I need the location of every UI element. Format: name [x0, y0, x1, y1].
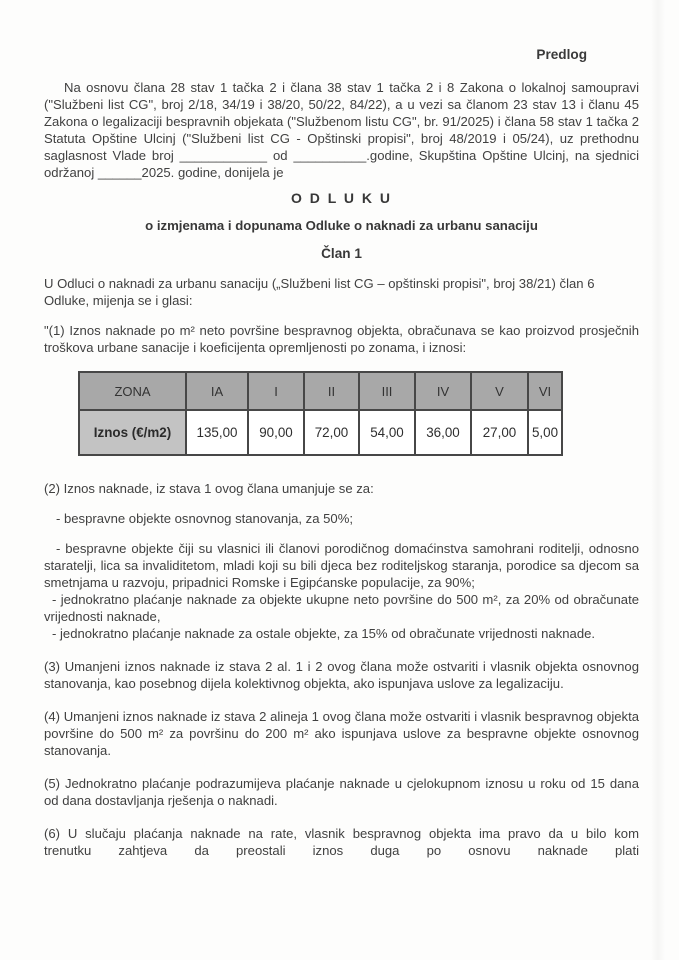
zone-header-cell: III: [359, 372, 415, 410]
fee-zone-table: [78, 371, 563, 456]
paragraph-6: (6) U slučaju plaćanja naknade na rate, vlasnik bespravnog objekta ima pravo da u bilo kom trenutku zahtjeva da preostali iznos duga po osnovu naknade plati: [44, 826, 639, 858]
zone-header-cell: IV: [415, 372, 471, 410]
paragraph-1: "(1) Iznos naknade po m² neto površine bespravnog objekta, obračunava se kao proizvod prosječnih troškova urbane sanacije i koeficijenta opremljenosti po zonama, i iznosi:: [44, 323, 639, 355]
fee-zone-table-header-row: [79, 372, 562, 410]
article-intro: U Odluci o naknadi za urbanu sanaciju („Službeni list CG – opštinski propisi", broj 38/21) član 6 Odluke, mijenja se i glasi:: [44, 276, 595, 308]
zone-header-cell: V: [471, 372, 528, 410]
fee-row-label-cell: Iznos (€/m2): [79, 410, 186, 455]
fee-value-cell: 135,00: [186, 410, 248, 455]
zone-header-cell: II: [304, 372, 359, 410]
decision-subtitle: o izmjenama i dopunama Odluke o naknadi za urbanu sanaciju: [145, 218, 538, 233]
paragraph-3: (3) Umanjeni iznos naknade iz stava 2 al. 1 i 2 ovog člana može ostvariti i vlasnik objekta osnovnog stanovanja, kao posebnog dijela kolektivnog objekta, ako ispunjava uslove za legalizaciju.: [44, 659, 639, 691]
paragraph-2-item: - bespravne objekte čiji su vlasnici ili članovi porodičnog domaćinstva samohrani roditelji, odnosno staratelji, lica sa invaliditetom, mladi koji su bili djeca bez roditeljskog staranja, porodice sa djecom sa smetnjama u razvoju, pripadnici Romske i Egipćanske populacije, za 90%;: [44, 541, 639, 590]
fee-value-cell: 90,00: [248, 410, 304, 455]
article-heading: Član 1: [321, 246, 362, 261]
preamble: Na osnovu člana 28 stav 1 tačka 2 i člana 38 stav 1 tačka 2 i 8 Zakona o lokalnoj samoupravi ("Službeni list CG", broj 2/18, 34/19 i 38/20, 50/22, 84/22), a u vezi sa članom 23 stav 13 i članu 45 Zakona o legalizaciji bespravnih objekata ("Službenom listu CG", br. 91/2025) i člana 58 stav 1 tačka 2 Statuta Opštine Ulcinj ("Službeni list CG - Opštinski propisi", broj 48/2019 i 05/24), uz prethodnu saglasnost Vlade broj ____________ od __________.godine, Skupština Opštine Ulcinj, na sjednici održanoj ______2025. godine, donijela je: [44, 80, 639, 180]
zone-header-cell: IA: [186, 372, 248, 410]
zone-header-cell: VI: [528, 372, 562, 410]
fee-value-cell: 5,00: [528, 410, 562, 455]
fee-value-cell: 72,00: [304, 410, 359, 455]
fee-zone-table-value-row: [79, 410, 562, 455]
paragraph-2-intro: (2) Iznos naknade, iz stava 1 ovog člana umanjuje se za:: [44, 481, 374, 496]
fee-value-cell: 36,00: [415, 410, 471, 455]
zone-header-cell: ZONA: [79, 372, 186, 410]
paragraph-4: (4) Umanjeni iznos naknade iz stava 2 alineja 1 ovog člana može ostvariti i vlasnik bespravnog objekta površine do 500 m² za površinu do 200 m² ako ispunjava uslove za bespravne objekte osnovnog stanovanja.: [44, 709, 639, 758]
paragraph-2-item: - jednokratno plaćanje naknade za ostale objekte, za 15% od obračunate vrijednosti naknade.: [52, 626, 596, 641]
decision-title: O D L U K U: [290, 190, 393, 206]
zone-header-cell: I: [248, 372, 304, 410]
document-tag: Predlog: [536, 47, 587, 62]
paragraph-2-item: - bespravne objekte osnovnog stanovanja, za 50%;: [56, 511, 353, 526]
paragraph-5: (5) Jednokratno plaćanje podrazumijeva plaćanje naknade u cjelokupnom iznosu u roku od 15 dana od dana dostavljanja rješenja o naknadi.: [44, 776, 639, 808]
fee-value-cell: 54,00: [359, 410, 415, 455]
fee-value-cell: 27,00: [471, 410, 528, 455]
paragraph-2-item: - jednokratno plaćanje naknade za objekte ukupne neto površine do 500 m², za 20% od obračunate vrijednosti naknade,: [44, 592, 639, 624]
